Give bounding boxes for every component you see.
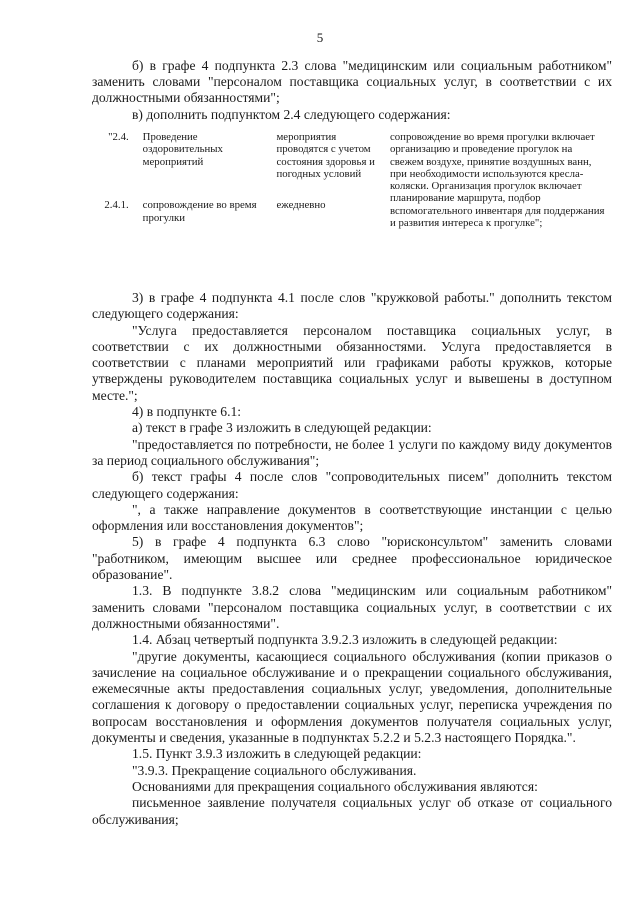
service-period: мероприятия проводятся с учетом состояния здоровья и погодных условий xyxy=(276,131,375,180)
paragraph: "другие документы, касающиеся социального обслуживания (копии приказов о зачисление на социальное обслуживание и о прекращении социального обслуживания, ежемесячные акты предоставления социальных услуг, уведомления, дополнительные соглашения к договору о предоставлении социальных услуг, переписка учреждения по вопросам восстановления и оформления документов получателя социальных услуг, документы и сведения, указанные в подпунктах 5.2.2 и 5.2.3 настоящего Порядка.". xyxy=(92,648,612,746)
top-text xyxy=(92,58,612,123)
paragraph: а) текст в графе 3 изложить в следующей редакции: xyxy=(132,420,432,436)
paragraph: 1.5. Пункт 3.9.3 изложить в следующей редакции: xyxy=(132,746,422,762)
service-name: сопровождение во время прогулки xyxy=(142,199,257,224)
paragraph: письменное заявление получателя социальных услуг об отказе от социального обслуживания; xyxy=(92,795,612,827)
row-number: 2.4.1. xyxy=(104,199,129,212)
service-name: Проведение оздоровительных мероприятий xyxy=(142,131,223,168)
paragraph: 3) в графе 4 подпункта 4.1 после слов "кружковой работы." дополнить текстом следующего содержания: xyxy=(92,290,612,322)
table-row xyxy=(92,131,612,187)
paragraph: "3.9.3. Прекращение социального обслуживания. xyxy=(132,762,417,778)
paragraph: "предоставляется по потребности, не более 1 услуги по каждому виду документов за период социального обслуживания"; xyxy=(92,436,612,468)
paragraph: б) текст графы 4 после слов "сопроводительных писем" дополнить текстом следующего содержания: xyxy=(92,469,612,501)
paragraph: Основаниями для прекращения социального обслуживания являются: xyxy=(132,778,538,794)
paragraph: 5) в графе 4 подпункта 6.3 слово "юрисконсультом" заменить словами "работником, имеющим высшее или среднее профессиональное юридическое образование". xyxy=(92,534,612,583)
page-number: 5 xyxy=(316,30,324,45)
paragraph: в) дополнить подпунктом 2.4 следующего содержания: xyxy=(132,106,451,122)
paragraph: б) в графе 4 подпункта 2.3 слова "медицинским или социальным работником" заменить словами "персоналом поставщика социальных услуг, в соответствии с их должностными обязанностями"; xyxy=(92,58,612,106)
paragraph: ", а также направление документов в соответствующие инстанции с целью оформления или восстановления документов"; xyxy=(92,501,612,534)
service-period: ежедневно xyxy=(276,199,326,212)
paragraph: 1.4. Абзац четвертый подпункта 3.9.2.3 изложить в следующей редакции: xyxy=(132,632,558,648)
amendment-table xyxy=(92,131,612,229)
paragraph: 4) в подпункте 6.1: xyxy=(132,404,242,420)
paragraph: 1.3. В подпункте 3.8.2 слова "медицинским или социальным работником" заменить словами "персоналом поставщика социальных услуг, в соответствии с их должностными обязанностями". xyxy=(92,583,612,631)
row-number: "2.4. xyxy=(108,131,129,143)
main-text xyxy=(92,290,612,828)
service-content: сопровождение во время прогулки включает организацию и проведение прогулок на свежем воздухе, принятие воздушных ванн, при необходимости используются кресла-коляски. Организация прогулок включает планирование маршрута, подбор вспомогательного инвентаря для поддержания и развития интереса к прогулке"; xyxy=(389,131,605,230)
paragraph: "Услуга предоставляется персоналом поставщика социальных услуг, в соответствии с их должностными обязанностями. Услуга предоставляется в соответствии с планами мероприятий или графиками работы кружков, которые утверждены руководителем поставщика социальных услуг и вывешены в доступном месте."; xyxy=(92,322,612,403)
